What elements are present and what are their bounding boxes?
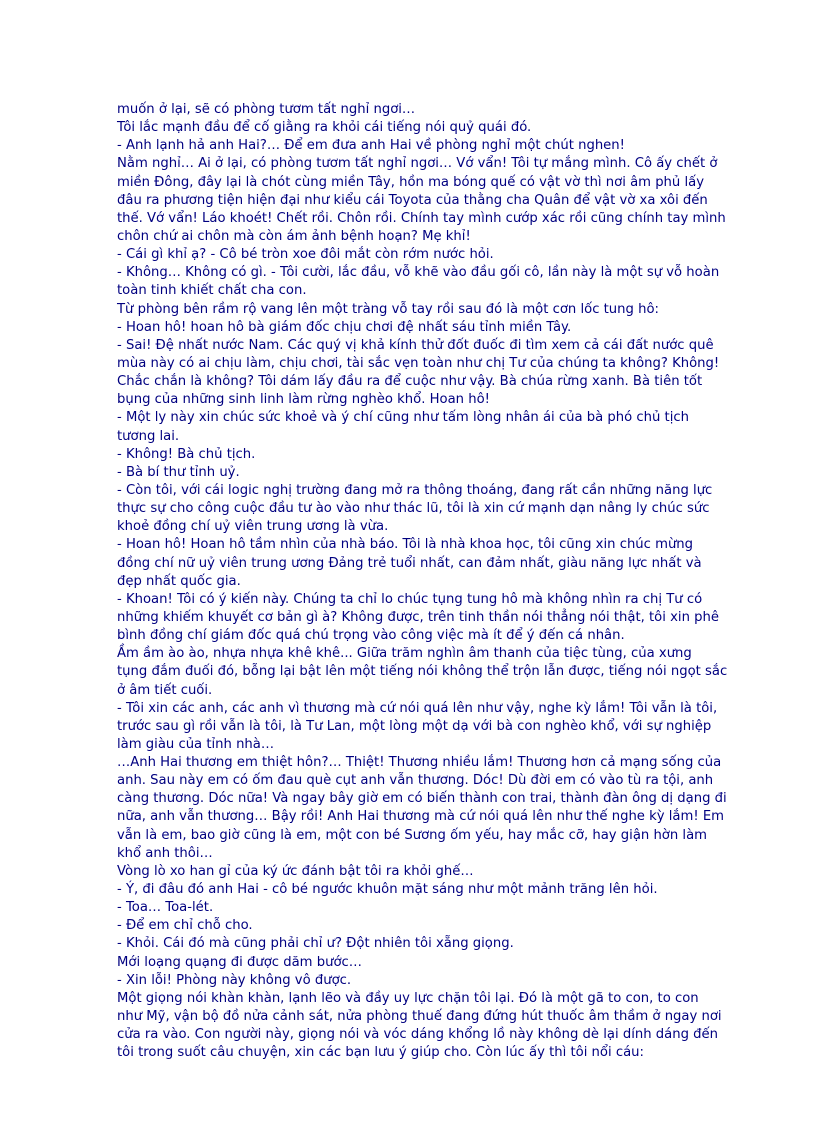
text-line: khoẻ đồng chí uỷ viên trung ương là vừa. xyxy=(117,519,389,535)
text-line: ở âm tiết cuối. xyxy=(117,682,213,698)
text-line: như Mỹ, vận bộ đồ nửa cảnh sát, nửa phòng thuế đang đứng hút thuốc âm thầm ở ngay nơi xyxy=(117,1009,722,1025)
text-line: - Không… Không có gì. - Tôi cười, lắc đầu, vỗ khẽ vào đầu gối cô, lần này là một sự vỗ hoàn xyxy=(117,265,720,281)
text-line: khổ anh thôi… xyxy=(117,845,213,861)
text-line: những khiếm khuyết cơ bản gì à? Không được, trên tinh thần nói thẳng nói thật, tôi xin phê xyxy=(117,609,719,625)
text-line: - Hoan hô! hoan hô bà giám đốc chịu chơi đệ nhất sáu tỉnh miền Tây. xyxy=(117,319,572,335)
text-line: Mới loạng quạng đi được dăm bước… xyxy=(117,954,362,970)
text-line: càng thương. Dóc nữa! Và ngay bây giờ em có biến thành con trai, thành đàn ông dị dạng đi xyxy=(117,791,727,807)
text-line: - Hoan hô! Hoan hô tầm nhìn của nhà báo. Tôi là nhà khoa học, tôi cũng xin chúc mừng xyxy=(117,537,694,553)
text-line: mùa này có ai chịu làm, chịu chơi, tài sắc vẹn toàn như chị Tư của chúng ta không? Không! xyxy=(117,355,720,371)
text-line: - Ý, đi đâu đó anh Hai - cô bé ngước khuôn mặt sáng như một mảnh trăng lên hỏi. xyxy=(117,882,658,898)
text-line: cửa ra vào. Con người này, giọng nói và vóc dáng khổng lồ này không dè lại dính dáng đến xyxy=(117,1027,718,1043)
text-line: thế. Vớ vẩn! Láo khoét! Chết rồi. Chôn rồi. Chính tay mình cướp xác rồi cũng chính tay mình xyxy=(117,210,726,226)
text-line: chôn chứ ai chôn mà còn ám ảnh bệnh hoạn? Mẹ khỉ! xyxy=(117,228,471,244)
text-line: - Bà bí thư tỉnh uỷ. xyxy=(117,464,240,480)
text-line: - Cái gì khỉ ạ? - Cô bé tròn xoe đôi mắt còn rớm nước hỏi. xyxy=(117,247,494,263)
text-line: vẫn là em, bao giờ cũng là em, một con bé Sương ốm yếu, hay mắc cỡ, hay giận hờn làm xyxy=(117,827,708,843)
text-line: Tôi lắc mạnh đầu để cố giằng ra khỏi cái tiếng nói quỷ quái đó. xyxy=(117,120,532,136)
text-line: đẹp nhất quốc gia. xyxy=(117,573,241,589)
text-line: nữa, anh vẫn thương… Bậy rồi! Anh Hai thương mà cứ nói quá lên như thế nghe kỳ lắm! Em xyxy=(117,809,724,825)
text-line: làm giàu của tỉnh nhà… xyxy=(117,736,275,752)
text-line: - Xin lỗi! Phòng này không vô được. xyxy=(117,972,352,988)
text-line: tụng đắm đuối đó, bỗng lại bật lên một tiếng nói không thể trộn lẫn được, tiếng nói ngọt sắc xyxy=(117,664,728,680)
text-line: - Còn tôi, với cái logic nghị trường đang mở ra thông thoáng, đang rất cần những năng lực xyxy=(117,482,713,498)
text-line: thực sự cho công cuộc đầu tư ào vào như thác lũ, tôi là xin cứ mạnh dạn nâng ly chúc sức xyxy=(117,501,710,517)
text-line: toàn tinh khiết chất cha con. xyxy=(117,283,307,299)
text-line: anh. Sau này em có ốm đau què cụt anh vẫn thương. Dóc! Dù đời em có vào tù ra tội, anh xyxy=(117,773,714,789)
text-line: Nằm nghỉ… Ai ở lại, có phòng tươm tất nghỉ ngơi… Vớ vẩn! Tôi tự mắng mình. Cô ấy chết ở xyxy=(117,156,718,172)
text-line: miền Đông, đây lại là chót cùng miền Tây, hồn ma bóng quế có vật vờ thì nơi âm phủ lấy xyxy=(117,174,705,190)
text-line: - Một ly này xin chúc sức khoẻ và ý chí cũng như tấm lòng nhân ái của bà phó chủ tịch xyxy=(117,410,690,426)
text-line: tương lai. xyxy=(117,428,180,444)
text-line: Ầm ầm ào ào, nhựa nhựa khê khê... Giữa trăm nghìn âm thanh của tiệc tùng, của xưng xyxy=(117,646,692,662)
text-line: bình đồng chí giám đốc quá chú trọng vào công việc mà ít để ý đến cá nhân. xyxy=(117,628,625,644)
text-line: Từ phòng bên rầm rộ vang lên một tràng vỗ tay rồi sau đó là một cơn lốc tung hô: xyxy=(117,301,659,317)
text-line: đồng chí nữ uỷ viên trung ương Đảng trẻ tuổi nhất, can đảm nhất, giàu năng lực nhất và xyxy=(117,555,702,571)
text-line: - Tôi xin các anh, các anh vì thương mà cứ nói quá lên như vậy, nghe kỳ lắm! Tôi vẫn là tôi, xyxy=(117,700,718,716)
text-line: Một giọng nói khàn khàn, lạnh lẽo và đầy uy lực chặn tôi lại. Đó là một gã to con, to con xyxy=(117,990,699,1006)
text-line: muốn ở lại, sẽ có phòng tươm tất nghỉ ngơi… xyxy=(117,102,416,117)
document-body-text xyxy=(117,101,757,1062)
text-line: trước sau gì rồi vẫn là tôi, là Tư Lan, một lòng một dạ với bà con nghèo khổ, với sự nghiệp xyxy=(117,718,712,734)
text-line: đâu ra phương tiện hiện đại như kiểu cái Toyota của thằng cha Quân để vật vờ xa xôi đến xyxy=(117,192,708,208)
text-line: - Sai! Đệ nhất nước Nam. Các quý vị khả kính thử đốt đuốc đi tìm xem cả cái đất nước quê xyxy=(117,337,714,353)
document-page xyxy=(117,101,757,1062)
text-line: - Khoan! Tôi có ý kiến này. Chúng ta chỉ lo chúc tụng tung hô mà không nhìn ra chị Tư có xyxy=(117,591,703,607)
text-line: …Anh Hai thương em thiệt hôn?… Thiệt! Thương nhiều lắm! Thương hơn cả mạng sống của xyxy=(117,755,722,771)
text-line: - Toa… Toa-lét. xyxy=(117,900,214,916)
text-line: tôi trong suốt câu chuyện, xin các bạn lưu ý giúp cho. Còn lúc ấy thì tôi nổi cáu: xyxy=(117,1045,644,1061)
text-line: Vòng lò xo han gỉ của ký ức đánh bật tôi ra khỏi ghế… xyxy=(117,863,474,879)
text-line: - Để em chỉ chỗ cho. xyxy=(117,918,253,934)
text-line: bụng của những sinh linh làm rừng nghèo khổ. Hoan hô! xyxy=(117,392,490,408)
text-line: - Anh lạnh hả anh Hai?… Để em đưa anh Hai về phòng nghỉ một chút nghen! xyxy=(117,138,625,154)
text-line: Chắc chắn là không? Tôi dám lấy đầu ra để cuộc như vậy. Bà chúa rừng xanh. Bà tiên tốt xyxy=(117,374,703,390)
text-line: - Không! Bà chủ tịch. xyxy=(117,446,256,462)
text-line: - Khỏi. Cái đó mà cũng phải chỉ ư? Đột nhiên tôi xẵng giọng. xyxy=(117,936,514,952)
